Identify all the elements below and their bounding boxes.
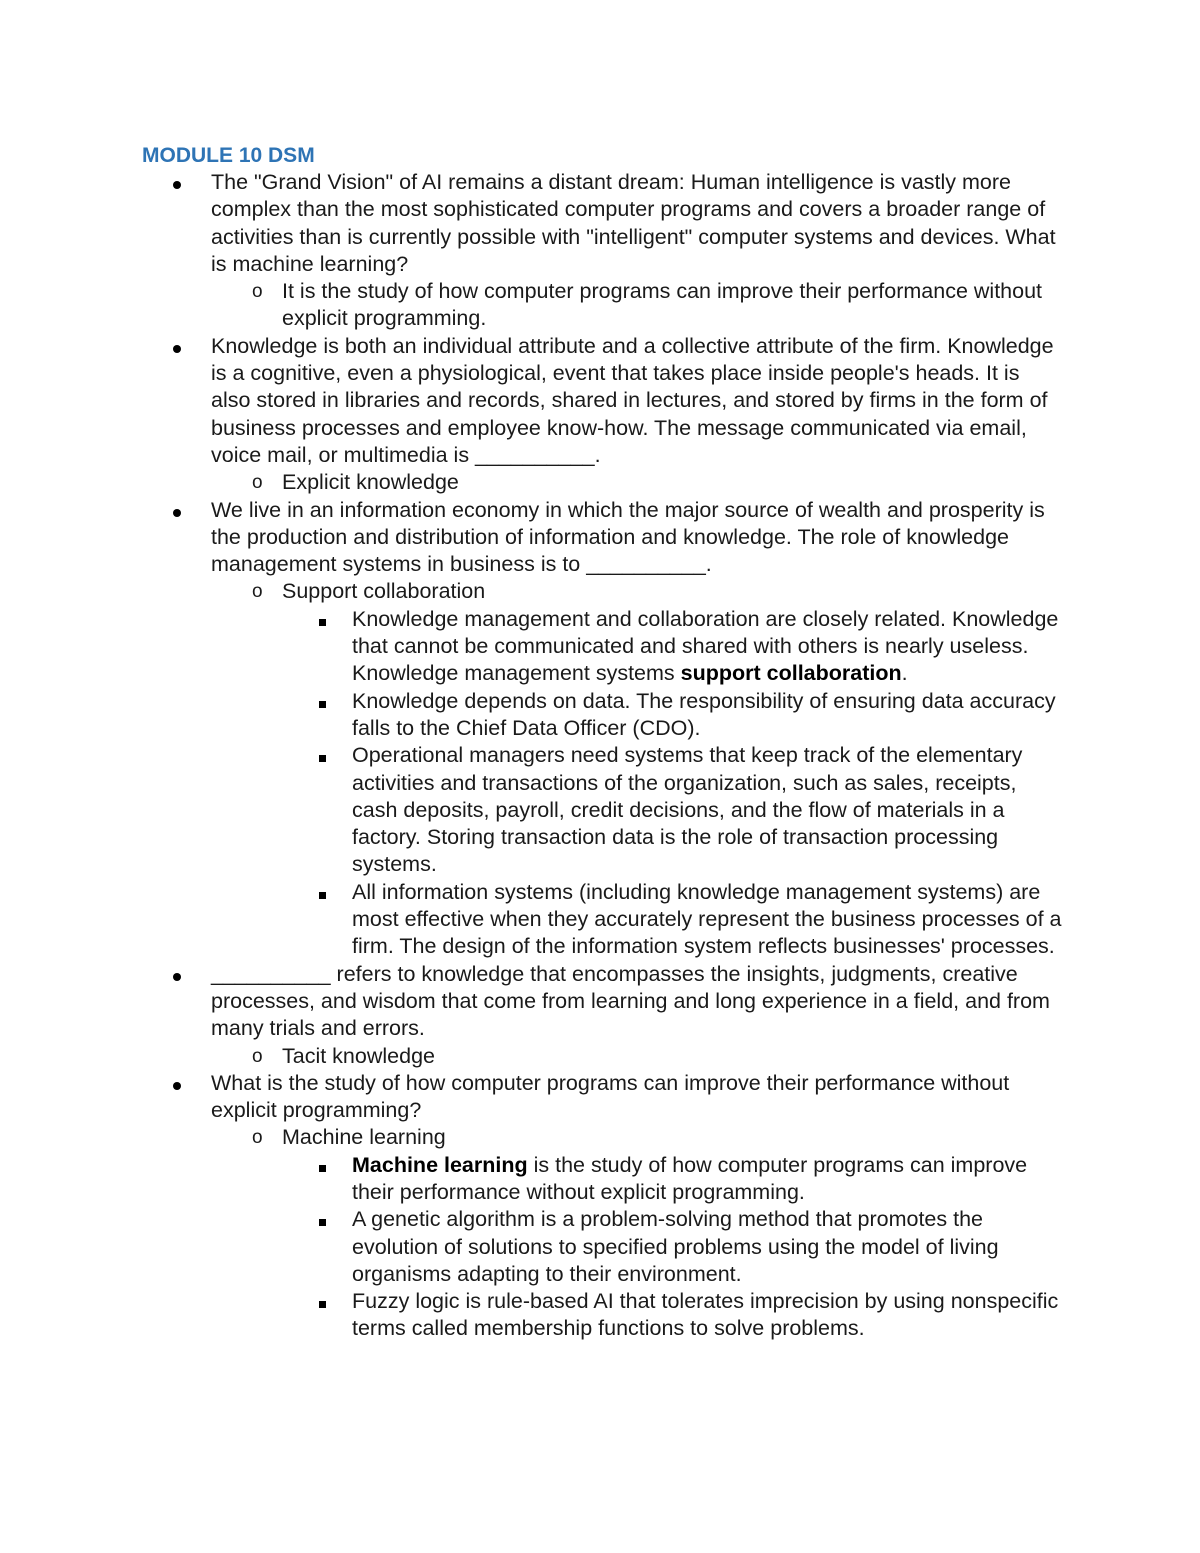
answer-text: Support collaboration	[282, 579, 486, 604]
bullet-item	[211, 961, 1061, 1043]
square-marker-icon	[319, 742, 326, 769]
square-marker-icon	[319, 879, 326, 906]
detail-text: Knowledge management and collaboration are closely related. Knowledge that cannot be communicated and shared with others is nearly useless. Knowledge management systems support collaboration.	[352, 606, 1059, 686]
bullet-text: What is the study of how computer programs can improve their performance without explicit programming?	[211, 1070, 1010, 1123]
bold-term: Machine learning	[352, 1152, 528, 1177]
detail-item	[352, 879, 1064, 961]
detail-item	[352, 688, 1064, 743]
bullet-item	[211, 497, 1061, 579]
answer-text: Tacit knowledge	[282, 1043, 435, 1068]
circle-marker-icon: o	[252, 472, 263, 494]
bullet-text: __________ refers to knowledge that encompasses the insights, judgments, creative processes, and wisdom that come from learning and long experience in a field, and from many trials and errors.	[211, 961, 1050, 1041]
bold-term: support collaboration	[680, 661, 902, 686]
detail-item	[352, 1152, 1064, 1207]
square-marker-icon	[319, 1206, 326, 1233]
answer-text: Machine learning	[282, 1125, 446, 1150]
answer-item	[252, 578, 1062, 605]
bullet-item	[211, 1070, 1061, 1125]
circle-marker-icon: o	[252, 581, 263, 603]
detail-text: Operational managers need systems that keep track of the elementary activities and transactions of the organization, such as sales, receipts, cash deposits, payroll, credit decisions, and the flow of materials in a factory. Storing transaction data is the role of transaction processing systems.	[352, 743, 1023, 877]
detail-text: All information systems (including knowledge management systems) are most effective when they accurately represent the business processes of a firm. The design of the information system reflects businesses' processes.	[352, 879, 1062, 959]
notes-list	[0, 169, 1200, 1343]
answer-text: It is the study of how computer programs can improve their performance without explicit programming.	[282, 279, 1043, 331]
detail-text: Machine learning is the study of how computer programs can improve their performance without explicit programming.	[352, 1152, 1028, 1204]
answer-item	[252, 1124, 1062, 1151]
detail-item	[352, 1288, 1064, 1343]
bullet-text: Knowledge is both an individual attribute and a collective attribute of the firm. Knowledge is a cognitive, even a physiological, event that takes place inside people's heads. It is also stored in libraries and records, shared in lectures, and stored by firms in the form of business processes and employee know-how. The message communicated via email, voice mail, or multimedia is __________.	[211, 333, 1054, 467]
bullet-dot-icon	[173, 333, 181, 360]
detail-text: A genetic algorithm is a problem-solving method that promotes the evolution of solutions to specified problems using the model of living organisms adapting to their environment.	[352, 1207, 999, 1286]
bullet-dot-icon	[173, 497, 181, 524]
square-marker-icon	[319, 1288, 326, 1315]
detail-item	[352, 606, 1064, 688]
bullet-item	[211, 333, 1061, 469]
detail-text: Fuzzy logic is rule-based AI that tolerates imprecision by using nonspecific terms called membership functions to solve problems.	[352, 1289, 1059, 1341]
circle-marker-icon: o	[252, 281, 263, 303]
detail-item	[352, 1206, 1064, 1288]
document-title: MODULE 10 DSM	[142, 144, 315, 167]
detail-text: Knowledge depends on data. The responsibility of ensuring data accuracy falls to the Chief Data Officer (CDO).	[352, 688, 1056, 740]
answer-item	[252, 278, 1062, 333]
answer-item	[252, 1043, 1062, 1070]
square-marker-icon	[319, 1152, 326, 1179]
bullet-text: The "Grand Vision" of AI remains a distant dream: Human intelligence is vastly more complex than the most sophisticated computer programs and covers a broader range of activities than is currently possible with "intelligent" computer systems and devices. What is machine learning?	[211, 170, 1056, 276]
square-marker-icon	[319, 688, 326, 715]
circle-marker-icon: o	[252, 1045, 263, 1067]
answer-text: Explicit knowledge	[282, 470, 459, 495]
detail-item	[352, 742, 1064, 878]
circle-marker-icon: o	[252, 1127, 263, 1149]
bullet-dot-icon	[173, 1070, 181, 1097]
square-marker-icon	[319, 606, 326, 633]
bullet-item	[211, 169, 1061, 278]
answer-item	[252, 469, 1062, 496]
bullet-dot-icon	[173, 169, 181, 196]
bullet-dot-icon	[173, 961, 181, 988]
bullet-text: We live in an information economy in which the major source of wealth and prosperity is the production and distribution of information and knowledge. The role of knowledge management systems in business is to __________.	[211, 497, 1045, 577]
